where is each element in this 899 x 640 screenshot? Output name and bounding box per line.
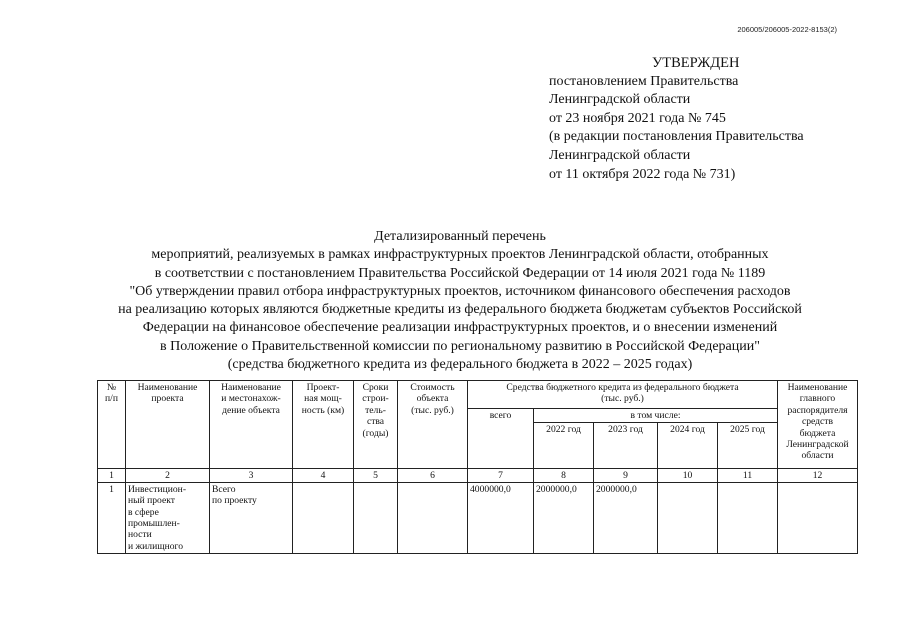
column-number: 7 [468, 469, 534, 482]
column-number: 6 [398, 469, 468, 482]
row-number: 1 [98, 482, 126, 553]
approval-heading: УТВЕРЖДЕН [652, 55, 740, 71]
header-year-2025: 2025 год [718, 423, 778, 469]
title-line: мероприятий, реализуемых в рамках инфраструктурных проектов Ленинградской области, отобранных [151, 247, 769, 263]
approval-line: от 23 ноября 2021 года № 745 [549, 110, 726, 126]
header-object-name: Наименование и местонахож- дение объекта [210, 381, 293, 469]
row-project-name: Инвестицион- ный проект в сфере промышлен- ности и жилищного [126, 482, 210, 553]
column-number: 11 [718, 469, 778, 482]
title-line: в соответствии с постановлением Правительства Российской Федерации от 14 июля 2021 года № 1189 [154, 265, 766, 281]
column-number: 3 [210, 469, 293, 482]
approval-line: от 11 октября 2022 года № 731) [549, 166, 736, 182]
row-terms [354, 482, 398, 553]
row-year-2024 [658, 482, 718, 553]
document-title [90, 228, 830, 374]
row-year-2023: 2000000,0 [594, 482, 658, 553]
title-line: (средства бюджетного кредита из федерального бюджета в 2022 – 2025 годах) [227, 357, 693, 373]
title-line: "Об утверждении правил отбора инфраструктурных проектов, источником финансового обеспечения расходов [129, 283, 791, 299]
header-cost: Стоимость объекта (тыс. руб.) [398, 381, 468, 469]
header-year-2024: 2024 год [658, 423, 718, 469]
column-number: 4 [293, 469, 354, 482]
header-capacity: Проект- ная мощ- ность (км) [293, 381, 354, 469]
header-terms: Сроки строи- тель- ства (годы) [354, 381, 398, 469]
column-number: 5 [354, 469, 398, 482]
title-line: Федерации на финансовое обеспечение реализации инфраструктурных проектов, и о внесении изменений [142, 320, 778, 336]
measures-table [97, 380, 858, 554]
table-row [98, 482, 858, 553]
row-capacity [293, 482, 354, 553]
column-number: 10 [658, 469, 718, 482]
column-number: 2 [126, 469, 210, 482]
column-number: 9 [594, 469, 658, 482]
approval-line: Ленинградской области [549, 147, 691, 163]
row-total: 4000000,0 [468, 482, 534, 553]
header-project-name: Наименование проекта [126, 381, 210, 469]
header-number: № п/п [98, 381, 126, 469]
header-funds: Средства бюджетного кредита из федерального бюджета (тыс. руб.) [468, 381, 778, 409]
header-year-2022: 2022 год [534, 423, 594, 469]
title-line: в Положение о Правительственной комиссии по региональному развитию в Российской Федерации" [160, 338, 760, 354]
header-including: в том числе: [534, 409, 778, 423]
approval-line: (в редакции постановления Правительства [549, 129, 804, 145]
approval-line: постановлением Правительства [549, 73, 739, 89]
column-number: 12 [778, 469, 858, 482]
row-year-2025 [718, 482, 778, 553]
row-object-name: Всего по проекту [210, 482, 293, 553]
column-number: 8 [534, 469, 594, 482]
header-year-2023: 2023 год [594, 423, 658, 469]
row-year-2022: 2000000,0 [534, 482, 594, 553]
title-line: Детализированный перечень [374, 229, 546, 244]
document-number: 206005/206005-2022-8153(2) [737, 25, 837, 34]
row-manager [778, 482, 858, 553]
header-total: всего [468, 409, 534, 469]
title-line: на реализацию которых являются бюджетные кредиты из федерального бюджета бюджетам субъектов Российской [118, 302, 802, 318]
column-number: 1 [98, 469, 126, 482]
approval-line: Ленинградской области [549, 92, 691, 108]
header-manager: Наименование главного распорядителя средств бюджета Ленинградской области [778, 381, 858, 469]
row-cost [398, 482, 468, 553]
approval-block [549, 54, 804, 184]
